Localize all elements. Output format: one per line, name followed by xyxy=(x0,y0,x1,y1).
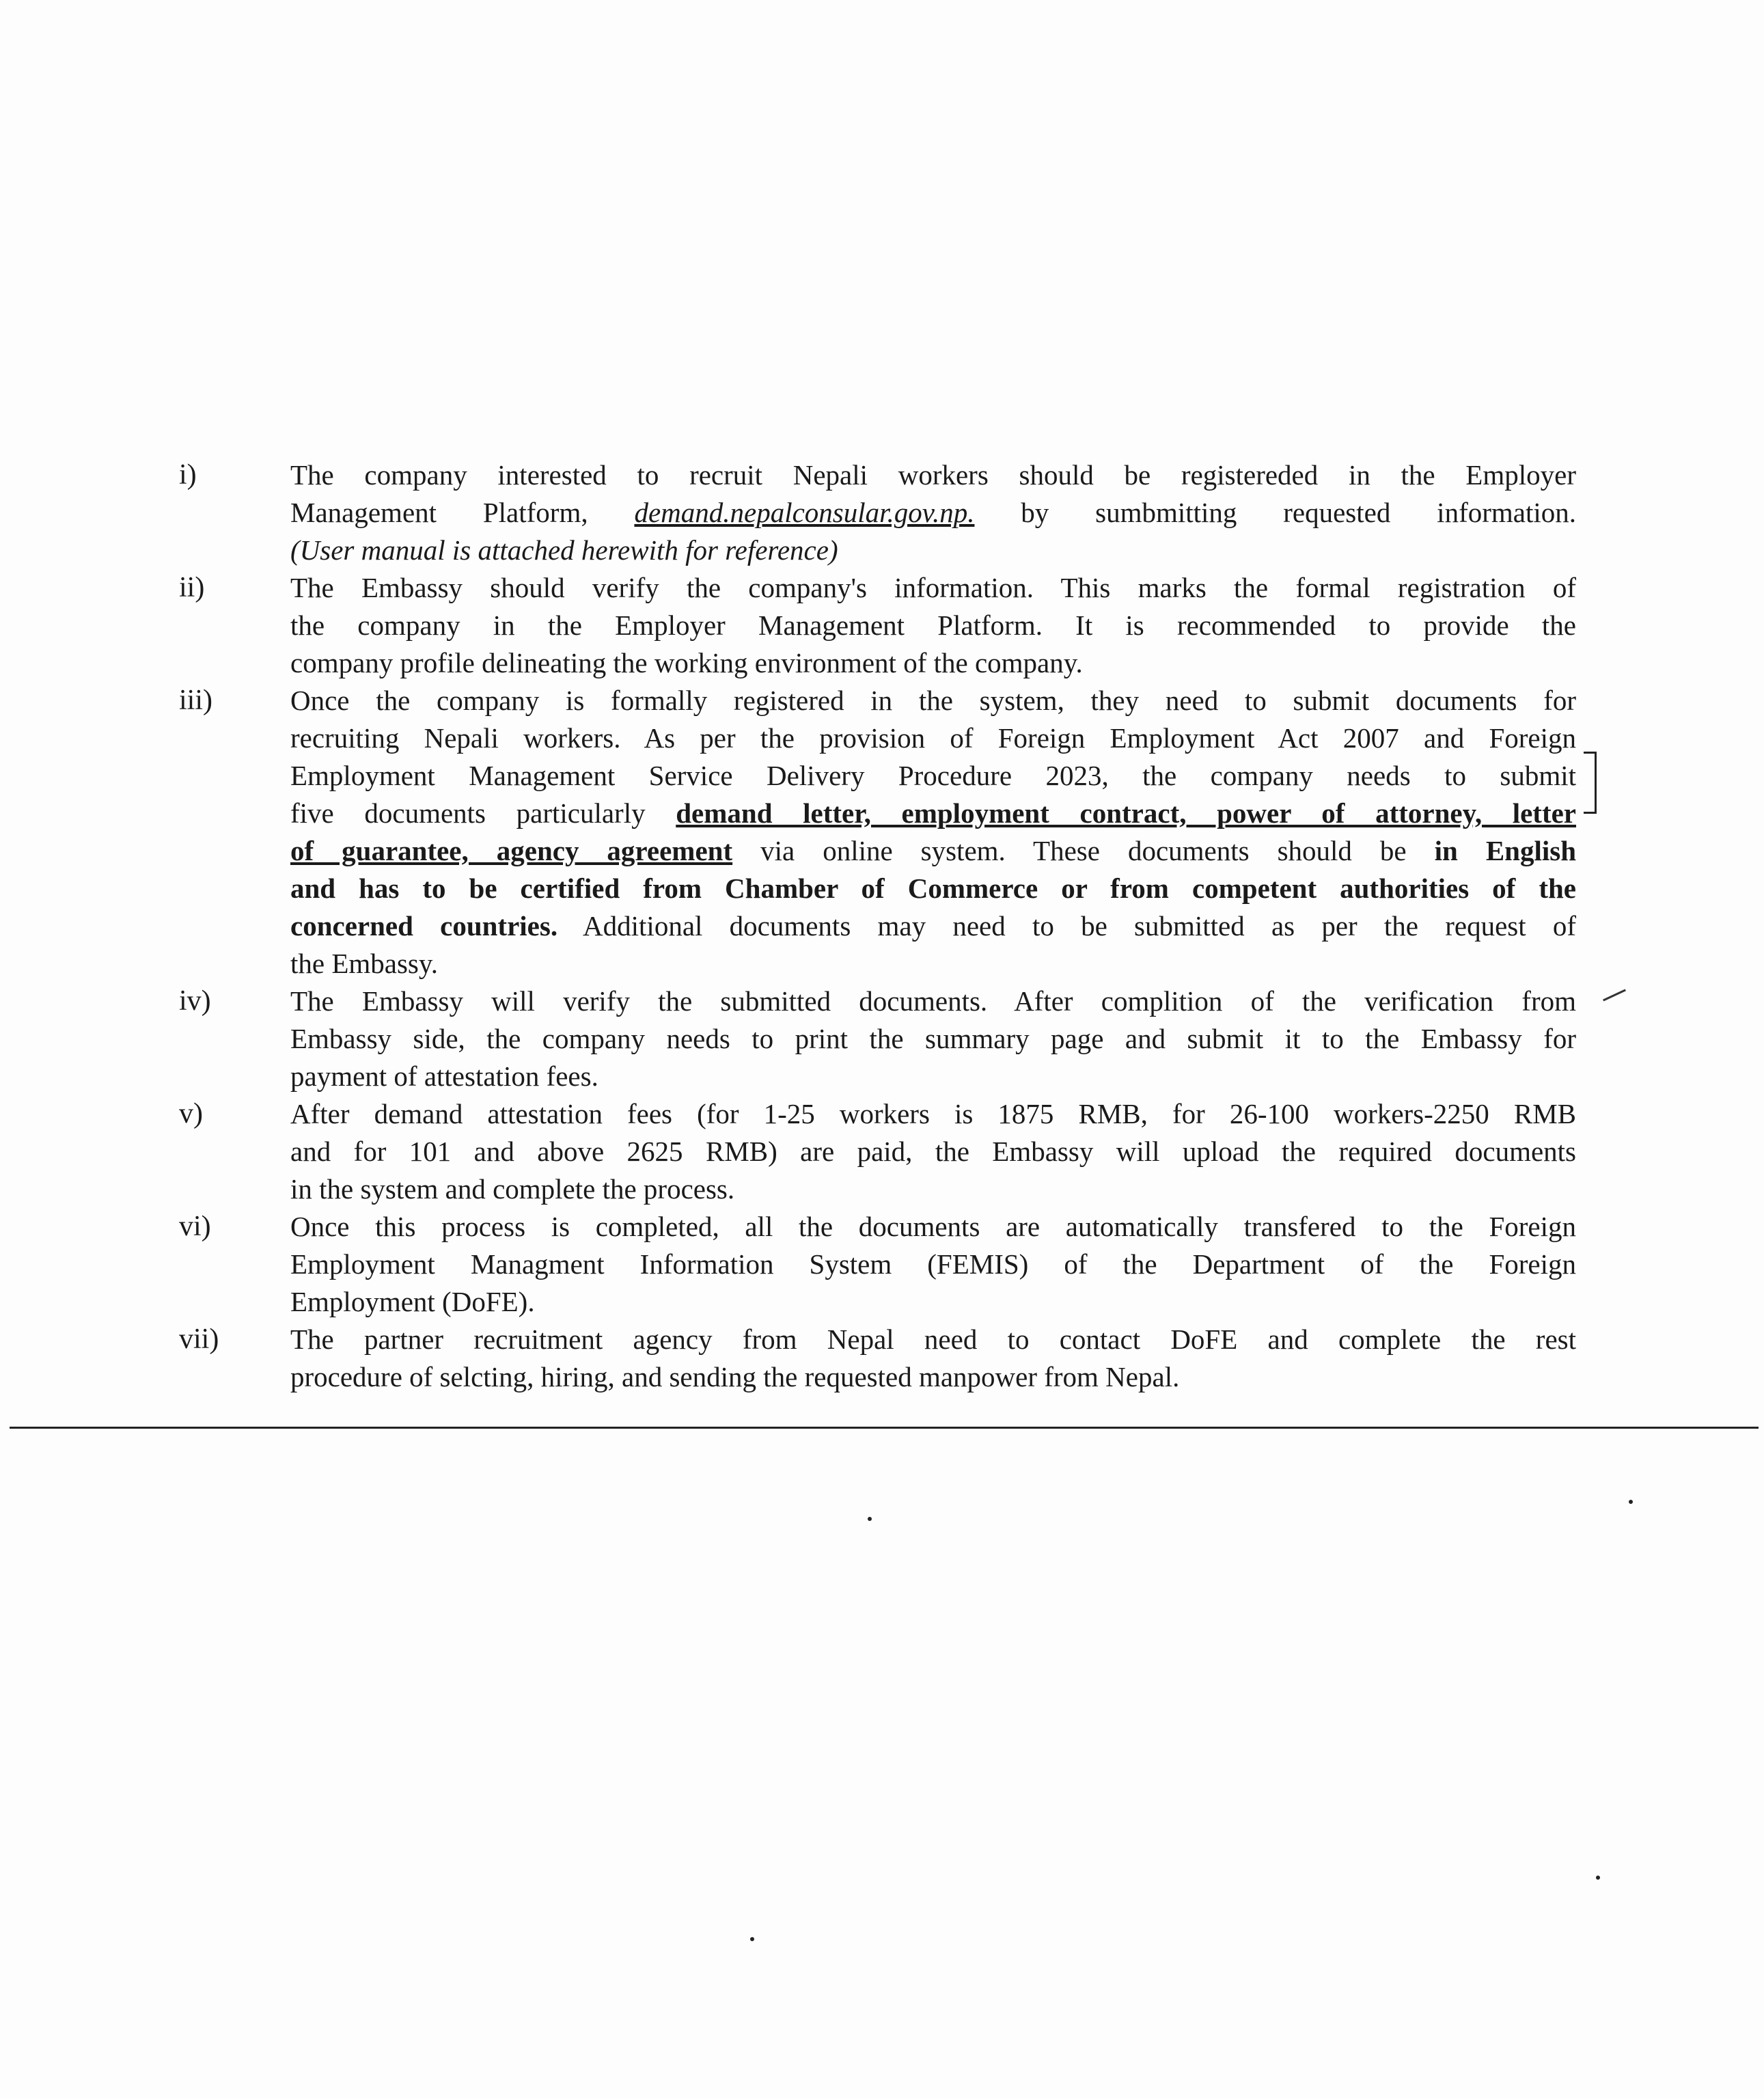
list-item-text xyxy=(290,456,1576,569)
list-item-number: ii) xyxy=(179,572,205,603)
text-line xyxy=(290,1020,1576,1058)
speck xyxy=(1629,1500,1633,1504)
text-line xyxy=(290,907,1576,945)
list-item xyxy=(179,456,1580,569)
text-line xyxy=(290,1246,1576,1283)
text-segment: Employment (DoFE). xyxy=(290,1286,535,1317)
text-line xyxy=(290,569,1576,607)
text-line xyxy=(290,456,1576,494)
text-line xyxy=(290,1095,1576,1133)
speck xyxy=(1596,1876,1600,1880)
text-line xyxy=(290,1133,1576,1170)
handwritten-tick-mark xyxy=(1603,989,1626,1002)
text-segment: the Embassy. xyxy=(290,948,438,979)
text-segment: concerned countries. xyxy=(290,910,558,942)
text-line xyxy=(290,795,1576,832)
text-segment: and has to be certified from Chamber of Commerce or from competent authorities of the xyxy=(290,873,1576,904)
text-segment: in the system and complete the process. xyxy=(290,1173,735,1205)
text-segment: Management Platform, xyxy=(290,497,635,528)
text-line xyxy=(290,719,1576,757)
numbered-procedure-list xyxy=(179,456,1580,1396)
text-line xyxy=(290,757,1576,795)
text-segment: the company in the Employer Management Platform. It is recommended to provide the xyxy=(290,609,1576,641)
text-segment: and for 101 and above 2625 RMB) are paid, the Embassy will upload the required documents xyxy=(290,1136,1576,1167)
list-item-text xyxy=(290,682,1576,983)
text-line xyxy=(290,532,1576,569)
list-item-number: v) xyxy=(179,1098,203,1129)
text-segment: Additional documents may need to be submitted as per the request of xyxy=(557,910,1576,942)
list-item-text xyxy=(290,1095,1576,1208)
text-segment: demand letter, employment contract, power of attorney, letter xyxy=(676,797,1576,829)
list-item-text xyxy=(290,1208,1576,1321)
list-item xyxy=(179,1208,1580,1321)
list-item-number: iii) xyxy=(179,685,212,716)
text-segment: procedure of selcting, hiring, and sending the requested manpower from Nepal. xyxy=(290,1361,1180,1393)
text-line xyxy=(290,1208,1576,1246)
text-segment: The partner recruitment agency from Nepal need to contact DoFE and complete the rest xyxy=(290,1323,1576,1355)
text-segment: recruiting Nepali workers. As per the provision of Foreign Employment Act 2007 and Foreign xyxy=(290,722,1576,754)
text-segment: payment of attestation fees. xyxy=(290,1060,598,1092)
list-item-number: iv) xyxy=(179,985,211,1017)
text-line xyxy=(290,1358,1576,1396)
text-line xyxy=(290,945,1576,983)
speck xyxy=(750,1937,754,1941)
text-segment: demand.nepalconsular.gov.np. xyxy=(634,497,975,528)
list-item xyxy=(179,1321,1580,1396)
text-segment: The Embassy should verify the company's information. This marks the formal registration of xyxy=(290,572,1576,603)
list-item-text xyxy=(290,983,1576,1095)
text-segment: The Embassy will verify the submitted documents. After complition of the verification from xyxy=(290,985,1576,1017)
list-item-number: i) xyxy=(179,459,197,491)
text-line xyxy=(290,607,1576,644)
text-line xyxy=(290,494,1576,532)
text-segment: Embassy side, the company needs to print the summary page and submit it to the Embassy for xyxy=(290,1023,1576,1054)
text-line xyxy=(290,1321,1576,1358)
text-segment: via online system. These documents should be xyxy=(732,835,1435,866)
list-item xyxy=(179,682,1580,983)
horizontal-rule xyxy=(10,1427,1759,1429)
text-line xyxy=(290,1283,1576,1321)
list-item-number: vi) xyxy=(179,1211,211,1242)
speck xyxy=(868,1517,872,1521)
list-item-text xyxy=(290,1321,1576,1396)
handwritten-bracket-mark xyxy=(1584,752,1597,814)
text-segment: (User manual is attached herewith for reference) xyxy=(290,534,838,566)
text-segment: in English xyxy=(1434,835,1576,866)
list-item-text xyxy=(290,569,1576,682)
text-line xyxy=(290,983,1576,1020)
text-line xyxy=(290,832,1576,870)
text-line xyxy=(290,870,1576,907)
list-item xyxy=(179,569,1580,682)
text-segment: Employment Managment Information System (FEMIS) of the Department of the Foreign xyxy=(290,1248,1576,1280)
text-line xyxy=(290,644,1576,682)
list-item xyxy=(179,1095,1580,1208)
text-line xyxy=(290,682,1576,719)
text-segment: Employment Management Service Delivery Procedure 2023, the company needs to submit xyxy=(290,760,1576,791)
text-segment: The company interested to recruit Nepali workers should be registereded in the Employer xyxy=(290,459,1576,491)
text-segment: Once this process is completed, all the documents are automatically transfered to the Foreign xyxy=(290,1211,1576,1242)
text-segment: by sumbmitting requested information. xyxy=(974,497,1576,528)
text-segment: Once the company is formally registered in the system, they need to submit documents for xyxy=(290,685,1576,716)
list-item-number: vii) xyxy=(179,1323,219,1355)
text-line xyxy=(290,1170,1576,1208)
text-line xyxy=(290,1058,1576,1095)
text-segment: company profile delineating the working environment of the company. xyxy=(290,647,1083,678)
text-segment: After demand attestation fees (for 1-25 workers is 1875 RMB, for 26-100 workers-2250 RMB xyxy=(290,1098,1576,1129)
text-segment: five documents particularly xyxy=(290,797,676,829)
list-item xyxy=(179,983,1580,1095)
text-segment: of guarantee, agency agreement xyxy=(290,835,733,866)
